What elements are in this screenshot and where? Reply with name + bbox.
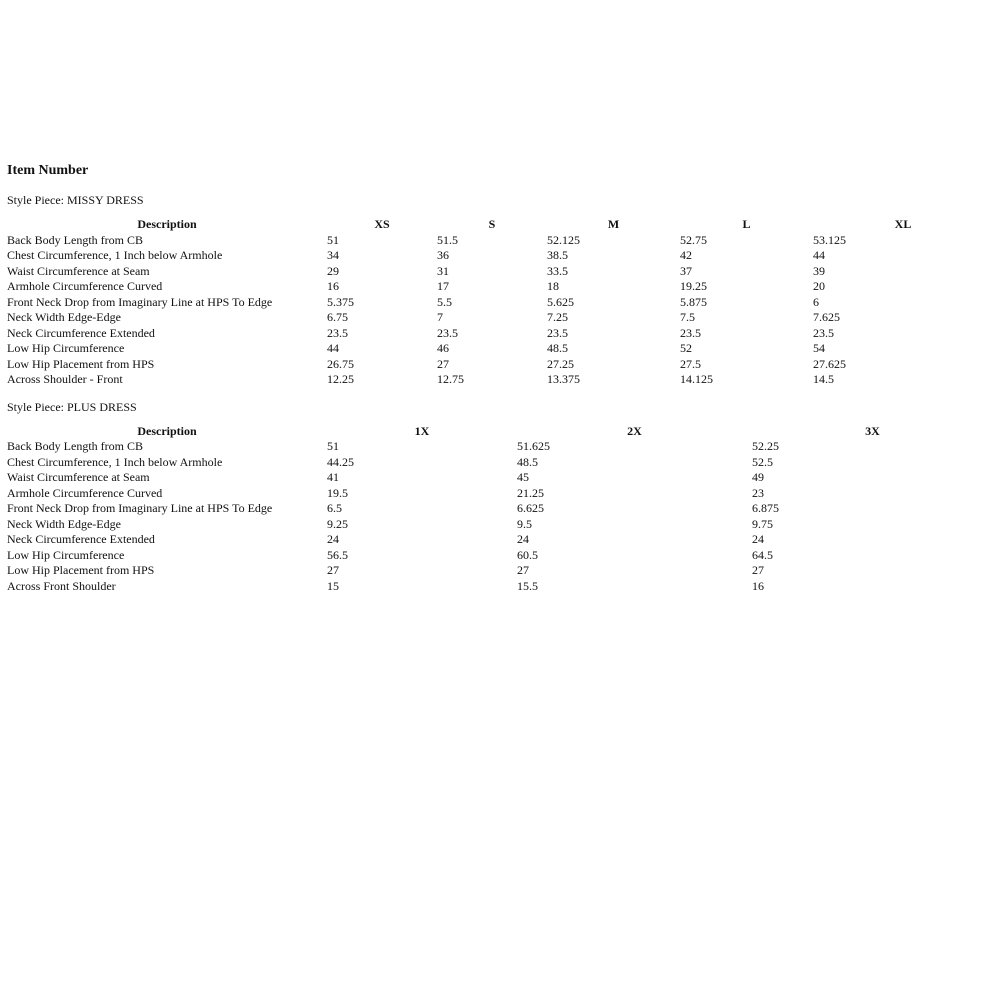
measurement-value: 52.75 [680,232,707,247]
measurement-description: Low Hip Circumference [7,341,125,355]
measurement-value: 51 [327,232,339,247]
measurement-value: 6 [813,294,819,309]
table-row [7,470,993,486]
measurement-value: 23.5 [680,325,701,340]
column-header-2x: 2X [627,423,642,438]
measurement-value: 19.25 [680,279,707,293]
measurement-value: 45 [517,470,529,484]
measurement-value: 12.25 [327,372,354,386]
plus-size-table [7,424,993,595]
measurement-value: 15 [327,578,339,593]
measurement-value: 6.5 [327,501,342,515]
measurement-value: 27.625 [813,356,846,371]
measurement-value: 52.25 [752,439,779,453]
measurement-value: 5.375 [327,294,354,309]
table-row [7,486,993,502]
measurement-value: 52.125 [547,232,580,247]
column-header-3x: 3X [865,423,880,438]
measurement-value: 23.5 [437,325,458,340]
measurement-value: 39 [813,263,825,278]
table-row [7,341,993,357]
table-row [7,579,993,595]
table-header-row [7,217,993,233]
table-row [7,548,993,564]
measurement-description: Back Body Length from CB [7,439,143,453]
measurement-value: 24 [517,532,529,546]
measurement-value: 14.5 [813,372,834,386]
table-row [7,295,993,311]
table-row [7,517,993,533]
measurement-value: 51.5 [437,232,458,247]
measurement-value: 16 [327,279,339,293]
measurement-description: Neck Width Edge-Edge [7,310,121,324]
table-row [7,439,993,455]
measurement-description: Neck Circumference Extended [7,532,155,546]
measurement-value: 14.125 [680,372,713,386]
measurement-description: Across Shoulder - Front [7,372,123,386]
measurement-value: 18 [547,279,559,293]
measurement-value: 6.875 [752,501,779,515]
measurement-value: 52 [680,341,692,355]
table-row [7,264,993,280]
column-header-l: L [742,217,751,231]
missy-size-table [7,217,993,388]
measurement-description: Neck Width Edge-Edge [7,516,121,531]
table-header-row [7,424,993,440]
measurement-value: 27.5 [680,356,701,371]
measurement-value: 13.375 [547,372,580,386]
style-piece-plus: Style Piece: PLUS DRESS [7,399,137,414]
table-row [7,357,993,373]
measurement-value: 31 [437,263,449,278]
measurement-description: Low Hip Placement from HPS [7,356,155,371]
measurement-value: 60.5 [517,547,538,562]
measurement-value: 49 [752,470,764,484]
measurement-description: Waist Circumference at Seam [7,470,150,484]
column-header-1x: 1X [414,423,430,438]
measurement-value: 5.875 [680,294,707,309]
measurement-value: 27 [327,563,339,577]
measurement-value: 6.625 [517,501,544,515]
measurement-value: 33.5 [547,263,568,278]
measurement-description: Across Front Shoulder [7,578,116,593]
table-row [7,279,993,295]
measurement-value: 5.625 [547,294,574,309]
column-header-xl: XL [894,217,912,231]
measurement-value: 5.5 [437,294,452,309]
measurement-value: 44 [327,341,339,355]
measurement-value: 51.625 [517,439,550,453]
measurement-description: Neck Circumference Extended [7,325,155,340]
measurement-value: 17 [437,279,449,293]
measurement-value: 44.25 [327,454,354,469]
measurement-description: Back Body Length from CB [7,232,143,247]
measurement-value: 44 [813,248,825,262]
column-header-description: Description [137,423,197,438]
measurement-description: Armhole Circumference Curved [7,485,163,500]
measurement-value: 7.5 [680,310,695,324]
measurement-value: 26.75 [327,356,354,371]
measurement-value: 19.5 [327,485,348,500]
measurement-value: 42 [680,248,692,262]
measurement-value: 41 [327,470,339,484]
measurement-value: 7 [437,310,443,324]
table-row [7,455,993,471]
measurement-value: 36 [437,248,449,262]
measurement-value: 27.25 [547,356,574,371]
measurement-value: 54 [813,341,825,355]
measurement-value: 7.625 [813,310,840,324]
measurement-value: 38.5 [547,248,568,262]
measurement-value: 15.5 [517,578,538,593]
measurement-value: 24 [327,532,339,546]
measurement-value: 51 [327,439,339,453]
style-piece-missy: Style Piece: MISSY DRESS [7,193,144,207]
measurement-value: 9.75 [752,516,773,531]
measurement-value: 37 [680,263,692,278]
measurement-description: Low Hip Circumference [7,547,125,562]
measurement-value: 52.5 [752,454,773,469]
measurement-value: 21.25 [517,485,544,500]
measurement-description: Low Hip Placement from HPS [7,563,155,577]
table-row [7,563,993,579]
measurement-value: 53.125 [813,232,846,247]
table-row [7,310,993,326]
measurement-value: 48.5 [547,341,568,355]
table-row [7,532,993,548]
measurement-value: 24 [752,532,764,546]
item-number-heading: Item Number [7,163,89,178]
measurement-value: 7.25 [547,310,568,324]
measurement-value: 27 [517,563,529,577]
table-row [7,233,993,249]
measurement-value: 23.5 [813,325,834,340]
measurement-value: 16 [752,578,764,593]
column-header-description: Description [137,217,197,231]
measurement-description: Chest Circumference, 1 Inch below Armhole [7,454,223,469]
measurement-value: 48.5 [517,454,538,469]
measurement-value: 64.5 [752,547,773,562]
spec-sheet [7,162,993,594]
measurement-value: 27 [437,356,449,371]
measurement-value: 6.75 [327,310,348,324]
measurement-value: 9.25 [327,516,348,531]
column-header-m: M [607,217,620,231]
measurement-description: Armhole Circumference Curved [7,279,163,293]
measurement-value: 34 [327,248,339,262]
measurement-value: 27 [752,563,764,577]
measurement-description: Waist Circumference at Seam [7,263,150,278]
measurement-value: 56.5 [327,547,348,562]
measurement-value: 46 [437,341,449,355]
measurement-value: 9.5 [517,516,532,531]
measurement-value: 12.75 [437,372,464,386]
measurement-description: Front Neck Drop from Imaginary Line at HPS To Edge [7,501,273,515]
measurement-value: 23 [752,485,764,500]
measurement-value: 23.5 [547,325,568,340]
column-header-s: S [488,217,496,231]
table-row [7,372,993,388]
column-header-xs: XS [374,217,390,231]
table-row [7,248,993,264]
measurement-value: 29 [327,263,339,278]
table-row [7,326,993,342]
measurement-description: Chest Circumference, 1 Inch below Armhole [7,248,223,262]
measurement-value: 23.5 [327,325,348,340]
measurement-value: 20 [813,279,825,293]
table-row [7,501,993,517]
measurement-description: Front Neck Drop from Imaginary Line at HPS To Edge [7,294,273,309]
